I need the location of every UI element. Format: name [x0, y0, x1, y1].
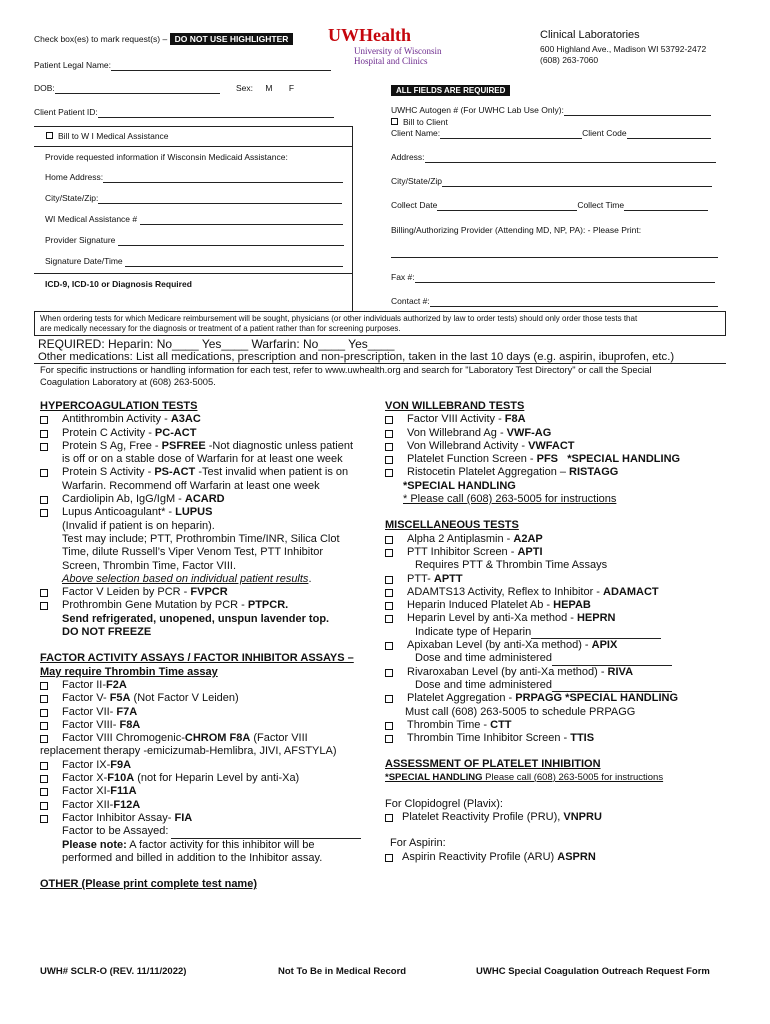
wi-ma-line[interactable] — [140, 215, 343, 225]
test-note: (Factor VIII — [250, 732, 308, 745]
test-label: Factor X- — [62, 772, 108, 785]
provider-signature-line[interactable] — [118, 236, 344, 246]
other-medications[interactable]: Other medications: List all medications, prescription and non-prescription, taken in the last 10 days (e.g. aspirin, ibuprofen, etc.) — [38, 351, 675, 363]
platelet-title: ASSESSMENT OF PLATELET INHIBITION — [385, 758, 601, 771]
factor-to-assay-field[interactable] — [40, 825, 375, 838]
checkbox[interactable] — [40, 496, 48, 504]
checkbox[interactable] — [40, 709, 48, 717]
test-note: replacement therapy -emicizumab-Hemlibra, JIVI, AFSTYLA) — [40, 745, 337, 758]
test-code: APIX — [591, 639, 618, 652]
test-label: Cardiolipin Ab, IgG/IgM - — [62, 493, 185, 506]
test-label: Alpha 2 Antiplasmin - — [407, 532, 514, 545]
test-label: Factor II- — [62, 678, 107, 691]
test-vwf-ag[interactable] — [385, 427, 730, 440]
fax-field[interactable] — [391, 272, 715, 283]
autogen-line[interactable] — [564, 106, 711, 116]
signature-datetime-line[interactable] — [125, 257, 343, 267]
checkbox[interactable] — [40, 735, 48, 743]
test-code: HEPAB — [553, 599, 591, 612]
checkbox[interactable] — [385, 469, 393, 477]
contact-field[interactable] — [391, 296, 718, 307]
fax-line[interactable] — [415, 273, 715, 283]
test-label: ADAMTS13 Activity, Reflex to Inhibitor - — [407, 585, 604, 598]
right-city-state-zip-label: City/State/Zip — [391, 176, 443, 186]
factor-title-2: May require Thrombin Time assay — [40, 665, 218, 678]
test-label: Factor V Leiden by PCR - — [62, 586, 191, 599]
test-label: Von Willebrand Activity - — [407, 439, 529, 452]
checkbox[interactable] — [385, 589, 393, 597]
test-code: F11A — [110, 785, 137, 798]
test-note: Warfarin. Recommend off Warfarin at least one week — [62, 479, 320, 492]
checkbox[interactable] — [40, 602, 48, 610]
test-label: Antithrombin Activity - — [62, 413, 171, 426]
test-note: Time, dilute Russell’s Viper Venom Test, PTT Inhibitor — [62, 546, 324, 559]
test-pfs[interactable] — [385, 453, 730, 466]
test-code: F9A — [110, 758, 132, 771]
checkbox[interactable] — [385, 669, 393, 677]
test-code: PTPCR. — [247, 599, 289, 612]
test-note: * Please call (608) 263-5005 for instructions — [403, 493, 617, 506]
test-label: Factor VIII Activity - — [407, 413, 505, 426]
checkbox[interactable] — [385, 854, 393, 862]
checkbox[interactable] — [40, 469, 48, 477]
please-note: Please note: — [62, 838, 127, 851]
test-code: ASPRN — [557, 850, 596, 863]
test-label: Factor IX- — [62, 758, 111, 771]
test-asprn[interactable] — [385, 851, 730, 864]
checkbox[interactable] — [385, 549, 393, 557]
test-note: Test may include; PTT, Prothrombin Time/INR, Silica Clot — [62, 532, 340, 545]
test-ttis[interactable] — [385, 732, 730, 745]
test-code: APTT — [433, 572, 463, 585]
special-handling: *SPECIAL HANDLING — [385, 771, 483, 783]
address-line[interactable] — [425, 153, 716, 163]
test-heprn[interactable] — [385, 612, 730, 625]
hyper-title: HYPERCOAGULATION TESTS — [40, 400, 198, 412]
bill-client-label: Bill to Client — [403, 117, 448, 127]
specific-instructions-1: For specific instructions or handling information for each test, refer to www.uwhealth.org and search for "Laboratory Test Directory" or call the Special — [40, 365, 652, 375]
test-note: (not for Heparin Level by anti-Xa) — [134, 772, 300, 785]
city-state-zip-field[interactable] — [45, 193, 342, 204]
contact-line[interactable] — [430, 297, 718, 307]
test-code: A2AP — [513, 532, 543, 545]
test-label: Factor XI- — [62, 785, 111, 798]
test-code: FIA — [174, 811, 193, 824]
test-label: Rivaroxaban Level (by anti-Xa method) - — [407, 665, 608, 678]
checkbox[interactable] — [40, 589, 48, 597]
checkbox[interactable] — [40, 682, 48, 690]
misc-title: MISCELLANEOUS TESTS — [385, 519, 519, 532]
client-patient-id-field[interactable] — [34, 107, 334, 118]
test-note: -Test invalid when patient is on — [195, 466, 349, 479]
test-adamact[interactable] — [385, 586, 730, 599]
checkbox[interactable] — [385, 735, 393, 743]
sex-f[interactable]: F — [288, 83, 295, 93]
lab-phone: (608) 263-7060 — [540, 55, 599, 65]
divider — [34, 146, 352, 147]
test-label: Prothrombin Gene Mutation by PCR - — [62, 599, 248, 612]
right-city-state-zip-field[interactable] — [391, 176, 712, 187]
test-code: CHROM F8A — [184, 732, 251, 745]
checkbox[interactable] — [385, 576, 393, 584]
dob-field[interactable] — [34, 83, 220, 94]
test-chrom-f8a[interactable] — [40, 732, 375, 745]
test-prpagg[interactable] — [385, 692, 730, 705]
right-city-state-zip-line[interactable] — [442, 177, 712, 187]
checkbox[interactable] — [40, 430, 48, 438]
test-ptpcr[interactable] — [40, 599, 375, 612]
test-note: DO NOT FREEZE — [62, 626, 152, 639]
test-code: FVPCR — [190, 586, 228, 599]
test-fia[interactable] — [40, 812, 375, 825]
checkbox[interactable] — [40, 762, 48, 770]
home-address-line[interactable] — [103, 173, 343, 183]
checkbox[interactable] — [385, 416, 393, 424]
test-code: F2A — [106, 678, 127, 691]
test-ctt[interactable] — [385, 719, 730, 732]
form-title: UWHC Special Coagulation Outreach Request Form — [476, 966, 710, 977]
special-handling: *SPECIAL HANDLING — [403, 479, 516, 492]
checkbox[interactable] — [385, 443, 393, 451]
collect-time-line[interactable] — [624, 201, 708, 211]
check-instruction: Check box(es) to mark request(s) – — [34, 34, 168, 44]
all-fields-badge: ALL FIELDS ARE REQUIRED — [391, 85, 510, 96]
provider-signature-label: Provider Signature — [45, 235, 116, 245]
bill-client-checkbox[interactable] — [391, 118, 398, 125]
icd-divider-top — [34, 273, 352, 274]
checkbox[interactable] — [385, 615, 393, 623]
test-label: Protein S Ag, Free - — [62, 439, 162, 452]
client-patient-id-line[interactable] — [98, 108, 334, 118]
required-heparin-warfarin[interactable]: REQUIRED: Heparin: No____ Yes____ Warfarin: No____ Yes____ — [38, 337, 395, 351]
checkbox[interactable] — [40, 695, 48, 703]
test-code: F7A — [116, 705, 138, 718]
test-label: PTT- — [407, 572, 434, 585]
address-label: Address: — [391, 152, 425, 162]
dose-label: Dose and time administered — [415, 678, 552, 691]
autogen-label: UWHC Autogen # (For UWHC Lab Use Only): — [391, 105, 564, 115]
test-ps-act[interactable] — [40, 466, 375, 479]
test-code: F8A — [504, 413, 526, 426]
test-note: -Not diagnostic unless patient — [205, 439, 354, 452]
test-code: PSFREE — [161, 439, 206, 452]
medicare-notice-1: When ordering tests for which Medicare reimbursement will be sought, physicians (or other individuals authorized by law to order tests) should only order those tests that — [40, 314, 638, 323]
test-label: Ristocetin Platelet Aggregation – — [407, 466, 570, 479]
collect-time-label: Collect Time — [577, 200, 625, 210]
test-f7a[interactable] — [40, 706, 375, 719]
test-code: ADAMACT — [603, 585, 659, 598]
checkbox[interactable] — [40, 443, 48, 451]
checkbox[interactable] — [385, 430, 393, 438]
riva-dose-field[interactable] — [385, 679, 730, 692]
test-label: Heparin Induced Platelet Ab - — [407, 599, 554, 612]
special-handling: *SPECIAL HANDLING — [558, 453, 681, 466]
logo-health: Health — [359, 25, 411, 45]
checkbox[interactable] — [40, 788, 48, 796]
contact-label: Contact #: — [391, 296, 430, 306]
sex-label: Sex: — [236, 83, 254, 93]
sex-field[interactable] — [236, 83, 294, 94]
address-field[interactable] — [391, 152, 716, 163]
test-label: Lupus Anticoagulant* - — [62, 506, 176, 519]
factor-to-assay-line[interactable] — [171, 828, 361, 839]
bill-client-row[interactable] — [391, 117, 448, 128]
test-label: Heparin Level by anti-Xa method - — [407, 612, 577, 625]
test-apti[interactable] — [385, 546, 730, 559]
test-note: (Invalid if patient is on heparin). — [62, 519, 215, 532]
vw-title: VON WILLEBRAND TESTS — [385, 400, 525, 412]
checkbox[interactable] — [385, 814, 393, 822]
billing-provider-label: Billing/Authorizing Provider (Attending MD, NP, PA): - Please Print: — [391, 225, 642, 235]
test-label: Platelet Function Screen - — [407, 453, 537, 466]
provide-info: Provide requested information if Wisconsin Medicaid Assistance: — [45, 152, 288, 162]
home-address-field[interactable] — [45, 172, 343, 183]
test-note: is off or on a stable dose of Warfarin for at least one week — [62, 453, 343, 466]
wi-ma-label: WI Medical Assistance # — [45, 214, 138, 224]
test-f10a[interactable] — [40, 772, 375, 785]
test-code: CTT — [490, 718, 512, 731]
logo-line1: University of Wisconsin — [354, 46, 442, 56]
heparin-type-field[interactable] — [385, 626, 730, 639]
lab-info — [540, 28, 706, 66]
test-label: Factor VIII Chromogenic- — [62, 732, 185, 745]
test-f9a[interactable] — [40, 759, 375, 772]
test-label: Apixaban Level (by anti-Xa method) - — [407, 639, 592, 652]
checkbox[interactable] — [385, 456, 393, 464]
aspirin-title: For Aspirin: — [390, 837, 446, 850]
test-code: PFS — [536, 453, 559, 466]
signature-datetime-field[interactable] — [45, 256, 343, 267]
lab-title: Clinical Laboratories — [540, 29, 640, 41]
test-hepab[interactable] — [385, 599, 730, 612]
test-note: Must call (608) 263-5005 to schedule PRPAGG — [405, 705, 636, 718]
test-f2a[interactable] — [40, 679, 375, 692]
test-note: (Not Factor V Leiden) — [130, 692, 239, 705]
test-label: Factor XII- — [62, 798, 114, 811]
client-patient-id-label: Client Patient ID: — [34, 107, 98, 117]
ristagg-note-row — [385, 493, 730, 506]
patient-legal-name-field[interactable] — [34, 60, 331, 71]
apix-dose-field[interactable] — [385, 652, 730, 665]
home-address-label: Home Address: — [45, 172, 104, 182]
test-code: F5A — [109, 692, 131, 705]
bill-wi-checkbox[interactable] — [46, 132, 53, 139]
test-ristagg[interactable] — [385, 466, 730, 479]
test-code: F10A — [107, 772, 135, 785]
all-fields-required — [391, 80, 510, 98]
dose-line[interactable] — [552, 655, 672, 666]
icd-divider-side — [352, 273, 353, 311]
fia-note-row — [40, 839, 375, 852]
test-note-row — [40, 573, 375, 586]
wi-ma-field[interactable] — [45, 214, 343, 225]
test-label: PTT Inhibitor Screen - — [407, 545, 518, 558]
test-aptt[interactable] — [385, 573, 730, 586]
checkbox[interactable] — [40, 509, 48, 517]
test-label: Factor VIII- — [62, 718, 120, 731]
test-label: Protein S Activity - — [62, 466, 155, 479]
test-code: APTI — [517, 545, 543, 558]
test-label: Platelet Aggregation - — [407, 692, 516, 705]
test-psfree[interactable] — [40, 440, 375, 453]
bill-wi-row[interactable] — [46, 131, 169, 142]
heparin-type-label: Indicate type of Heparin — [415, 625, 532, 638]
test-f8a[interactable] — [40, 719, 375, 732]
specific-instructions-2: Coagulation Laboratory at (608) 263-5005. — [40, 377, 216, 387]
icd-label: ICD-9, ICD-10 or Diagnosis Required — [45, 279, 192, 289]
highlighter-badge: DO NOT USE HIGHLIGHTER — [170, 33, 294, 45]
test-label: Factor VII- — [62, 705, 117, 718]
test-lupus[interactable] — [40, 506, 375, 519]
test-note-end: . — [308, 572, 312, 585]
patient-legal-name-line[interactable] — [111, 61, 331, 71]
autogen-field[interactable] — [391, 105, 711, 116]
test-f5a[interactable] — [40, 692, 375, 705]
client-name-line[interactable] — [440, 129, 582, 139]
logo-line2: Hospital and Clinics — [354, 56, 428, 66]
client-code-label: Client Code — [582, 128, 627, 138]
checkbox[interactable] — [40, 722, 48, 730]
not-medical-record: Not To Be in Medical Record — [278, 966, 407, 977]
dob-line[interactable] — [55, 84, 220, 94]
logo-uw: UW — [328, 25, 359, 45]
test-code: VWF-AG — [506, 426, 552, 439]
bill-wi-label: Bill to W I Medical Assistance — [58, 131, 169, 141]
test-a3ac[interactable] — [40, 413, 375, 426]
lab-address: 600 Highland Ave., Madison WI 53792-2472 — [540, 44, 707, 54]
client-name-label: Client Name: — [391, 128, 441, 138]
test-label: Platelet Reactivity Profile (PRU), — [402, 811, 564, 824]
test-code: PS-ACT — [154, 466, 196, 479]
checkbox[interactable] — [385, 602, 393, 610]
checkbox[interactable] — [385, 722, 393, 730]
test-code: F12A — [113, 798, 141, 811]
client-name-field[interactable] — [391, 128, 711, 139]
medicare-notice-2: are medically necessary for the diagnosis or treatment of a patient rather than for screening purposes. — [40, 324, 401, 333]
city-state-zip-label: City/State/Zip: — [45, 193, 99, 203]
checkbox[interactable] — [40, 802, 48, 810]
test-vwfact[interactable] — [385, 440, 730, 453]
test-code: TTIS — [570, 732, 595, 745]
left-test-column — [40, 400, 375, 891]
test-pc-act[interactable] — [40, 427, 375, 440]
platelet-special-row — [385, 772, 730, 784]
collect-date-line[interactable] — [437, 201, 577, 211]
signature-datetime-label: Signature Date/Time — [45, 256, 123, 266]
test-label: Protein C Activity - — [62, 426, 155, 439]
provider-signature-field[interactable] — [45, 235, 344, 246]
client-code-line[interactable] — [627, 129, 711, 139]
test-code: HEPRN — [576, 612, 616, 625]
dose-label: Dose and time administered — [415, 652, 552, 665]
test-note: Requires PTT & Thrombin Time Assays — [415, 559, 608, 572]
test-label: Aspirin Reactivity Profile (ARU) — [402, 850, 558, 863]
test-code: F8A — [119, 718, 141, 731]
right-test-column — [385, 400, 730, 864]
test-code: PRPAGG *SPECIAL HANDLING — [515, 692, 679, 705]
test-fvpcr[interactable] — [40, 586, 375, 599]
test-note: Please call (608) 263-5005 for instructions — [482, 771, 664, 783]
test-label: Factor V- — [62, 692, 110, 705]
test-f12a[interactable] — [40, 799, 375, 812]
collect-field[interactable] — [391, 200, 708, 211]
test-code: RIVA — [607, 665, 634, 678]
factor-to-assay-label: Factor to be Assayed: — [62, 825, 169, 838]
test-riva[interactable] — [385, 666, 730, 679]
check-instruction-row — [34, 34, 293, 45]
medicaid-box — [34, 126, 353, 277]
dose-line[interactable] — [552, 681, 672, 692]
test-note: Screen, Thrombin Time, Factor VIII. — [62, 559, 237, 572]
test-label: Von Willebrand Ag - — [407, 426, 507, 439]
test-code: VNPRU — [563, 811, 602, 824]
test-a2ap[interactable] — [385, 533, 730, 546]
checkbox[interactable] — [385, 642, 393, 650]
heparin-type-line[interactable] — [531, 628, 661, 639]
test-code: PC-ACT — [154, 426, 197, 439]
test-code: A3AC — [170, 413, 201, 426]
checkbox[interactable] — [385, 536, 393, 544]
test-apix[interactable] — [385, 639, 730, 652]
collect-date-label: Collect Date — [391, 200, 438, 210]
other-title: OTHER (Please print complete test name) — [40, 878, 257, 891]
test-note: performed and billed in addition to the Inhibitor assay. — [62, 851, 323, 864]
fax-label: Fax #: — [391, 272, 415, 282]
test-label: Thrombin Time Inhibitor Screen - — [407, 732, 571, 745]
medicare-notice-box — [34, 311, 726, 336]
checkbox[interactable] — [40, 815, 48, 823]
test-acard[interactable] — [40, 493, 375, 506]
checkbox[interactable] — [40, 416, 48, 424]
test-code: ACARD — [184, 493, 225, 506]
uw-health-logo — [328, 26, 441, 66]
test-vnpru[interactable] — [385, 811, 730, 824]
factor-title-1: FACTOR ACTIVITY ASSAYS / FACTOR INHIBITOR ASSAYS – — [40, 652, 354, 665]
checkbox[interactable] — [40, 775, 48, 783]
test-note: Send refrigerated, unopened, unspun lavender top. — [62, 612, 330, 625]
city-state-zip-line[interactable] — [98, 194, 342, 204]
test-f11a[interactable] — [40, 785, 375, 798]
test-note: A factor activity for this inhibitor will be — [126, 838, 315, 851]
test-code: LUPUS — [175, 506, 213, 519]
clopidogrel-title: For Clopidogrel (Plavix): — [385, 797, 503, 810]
test-code: VWFACT — [528, 439, 575, 452]
test-code: RISTAGG — [569, 466, 619, 479]
billing-provider-line[interactable] — [391, 257, 718, 258]
test-note: Above selection based on individual patient results — [62, 572, 309, 585]
test-label: Factor Inhibitor Assay- — [62, 811, 175, 824]
dob-label: DOB: — [34, 83, 55, 93]
checkbox[interactable] — [385, 695, 393, 703]
test-vw-f8a[interactable] — [385, 413, 730, 426]
form-id: UWH# SCLR-O (REV. 11/11/2022) — [40, 966, 187, 977]
test-label: Thrombin Time - — [407, 718, 491, 731]
sex-m[interactable]: M — [265, 83, 273, 93]
patient-legal-name-label: Patient Legal Name: — [34, 60, 112, 70]
